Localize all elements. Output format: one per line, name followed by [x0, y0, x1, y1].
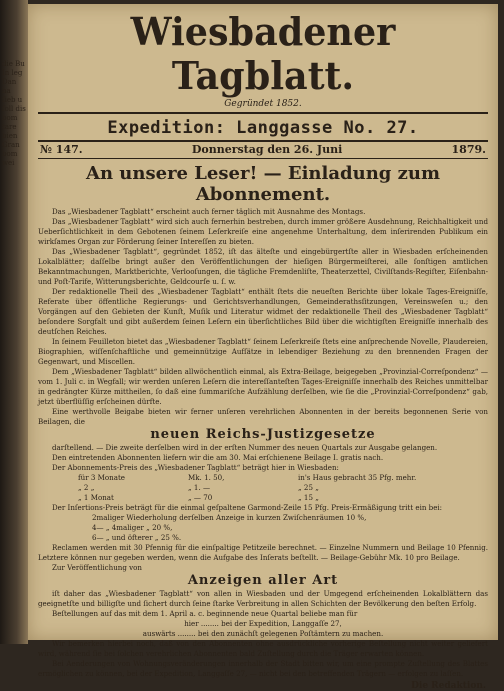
- top-rule: [38, 112, 488, 114]
- discount-line: 2maliger Wiederholung derſelben Anzeige in kurzen Zwiſchenräumen 10 %,: [92, 513, 367, 522]
- price-amount: „ 1. —: [188, 483, 211, 492]
- dateline-rule-bottom: [38, 158, 488, 159]
- discount-line: 4— „ 4maliger „ 20 %,: [92, 523, 173, 532]
- paragraph: Den eintretenden Abonnenten liefern wir die am 30. Mai erſchienene Beilage I. gratis nach.: [52, 453, 384, 462]
- article-body: [28, 207, 498, 679]
- paragraph: Der Abonnements-Preis des „Wiesbadener Tagblatt“ beträgt hier in Wiesbaden:: [52, 463, 339, 472]
- price-note: „ 25 „: [298, 483, 319, 492]
- paragraph: In ſeinem Feuilleton bietet das „Wiesbadener Tagblatt“ ſeinem Leſerkreiſe ſtets eine anſprechende Novelle, Plaudereien, Biographien, wiſſenſchaftliche und gemeinnützige Aufſätze in lebendiger Beziehung zu den brennenden Fragen der Gegenwart, und Miscellen.: [38, 337, 488, 366]
- price-note: in's Haus gebracht 35 Pfg. mehr.: [298, 473, 417, 482]
- paragraph: Das „Wiesbadener Tagblatt“ wird sich auch fernerhin bestreben, durch immer größere Ausdehnung, Reichhaltigkeit und Ueberſichtlichkeit in dem Gebotenen ſeinem Leſerkreiſe eine angenehme Unterhaltung, dem inſerirenden Publikum ein wirkſames Organ zur Förderung ſeiner Intereſſen zu bieten.: [38, 217, 488, 246]
- newspaper-page: [28, 4, 498, 691]
- paragraph: Dem „Wiesbadener Tagblatt“ bilden allwöchentlich einmal, als Extra-Beilage, beigegeben „Provinzial-Correſpondenz“ — vom 1. Juli c. in Wegfall; wir werden unſeren Leſern die intereſſanteſten Tages-Ereigniſſe innerhalb des Reiches unmittelbar in gedrängter Kürze mittheilen, ſo daß eine ſummariſche Aufzählung derſelben, wie ſie die „Provinzial-Correſpondenz“ gab, jetzt überflüſſig erſcheinen dürfte.: [38, 367, 488, 406]
- binding-edge-text: die Bu In leg Dan ha ſieb u ſoll dis bom tare bien Gran bom wei: [2, 60, 26, 167]
- order-line-local: hier ........ bei der Expedition, Langgaſſe 27,: [184, 619, 342, 628]
- main-headline: An unsere Leser! — Einladung zum Abonnement.: [85, 163, 440, 205]
- paragraph: Das „Wiesbadener Tagblatt“, gegründet 1852, iſt das älteſte und eingebürgertſte aller in Wiesbaden erſcheinenden Lokalblätter; daſſelbe bringt außer den Veröffentlichungen der hieſigen Bürgermeiſterei, alle ſonſtigen amtlichen Bekanntmachungen, Marktberichte, Verlooſungen, die tägliche Fremdenliſte, Theaterzettel, Civilſtands-Regiſter, Eiſenbahn- und Poſt-Tarife, Witterungsberichte, Geldcourſe u. ſ. w.: [38, 247, 488, 286]
- price-amount: Mk. 1. 50,: [188, 473, 225, 482]
- dateline: [28, 142, 498, 157]
- paragraph: Reclamen werden mit 30 Pfennig für die einſpaltige Petitzeile berechnet. — Einzelne Nummern und Beilage 10 Pfennig. Letztere können nur gegeben werden, wenn die Aufgabe des Inſerats beſtellt. — Beilage-Gebühr Mk. 10 pro Beilage.: [38, 543, 488, 562]
- paragraph: Der Inſertions-Preis beträgt für die einmal geſpaltene Garmond-Zeile 15 Pfg. Preis-Ermäßigung tritt ein bei:: [52, 503, 443, 512]
- newspaper-title: Wiesbadener Tagblatt.: [130, 9, 396, 98]
- paragraph: Wir bemerken hierbei noch, daß von den Abonnenten ohne ausdrückliche vorherige Beſtellung nicht weiter geliefert wird, während ſie bei ſolchen verehrlichen Abonnenten bald Zuſtellung durch die Träger erwarten können.: [38, 639, 488, 658]
- book-binding: [0, 0, 28, 644]
- paragraph: darſtellend. — Die zweite derſelben wird in der erſten Nummer des neuen Quartals zur Ausgabe gelangen.: [52, 443, 438, 452]
- discount-line: 6— „ und öfterer „ 25 %.: [92, 533, 182, 542]
- order-line-remote: auswärts ........ bei den zunächſt gelegenen Poſtämtern zu machen.: [142, 629, 384, 638]
- paragraph: iſt daher das „Wiesbadener Tagblatt“ von allen in Wiesbaden und der Umgegend erſcheinenden Lokalblättern das geeignetſte und billigſte und ſichert durch ſeine ſtarke Verbreitung in allen Schichten der Bevölkerung den beſten Erfolg.: [38, 589, 488, 608]
- section-heading-justice: neuen Reichs-Justizgesetze: [150, 427, 376, 442]
- paragraph: Beſtellungen auf das mit dem 1. April a. c. beginnende neue Quartal beliebe man für: [52, 609, 358, 618]
- signoff: Die Redaktion.: [411, 681, 486, 691]
- price-period: „ 1 Monat: [78, 493, 114, 502]
- price-note: „ 15 „: [298, 493, 319, 502]
- section-heading-ads: Anzeigen aller Art: [187, 573, 339, 588]
- price-period: „ 2 „: [78, 483, 95, 492]
- expedition-line: Expedition: Langgasse No. 27.: [107, 118, 419, 138]
- masthead: [28, 10, 498, 110]
- issue-date: Donnerstag den 26. Juni: [191, 143, 343, 156]
- issue-number: № 147.: [40, 143, 83, 156]
- issue-year: 1879.: [451, 143, 486, 156]
- paragraph: Zur Veröffentlichung von: [52, 563, 142, 572]
- price-row: [38, 483, 488, 493]
- price-amount: „ — 70: [188, 493, 213, 502]
- paragraph: Bei Aenderungen von Wohnungsveränderungen innerhalb der Stadt bitten wir, um eine prompte Zuſtellung des Blattes ermöglichen zu können, bei der Expedition, Langgaſſe 27, — nicht bei den betreffenden Trägern — erfolgen zu laſſen.: [38, 659, 488, 678]
- price-row: [38, 473, 488, 483]
- price-row: [38, 493, 488, 503]
- paragraph: Das „Wiesbadener Tagblatt“ erscheint auch ferner täglich mit Ausnahme des Montags.: [52, 207, 366, 216]
- paragraph: Der redaktionelle Theil des „Wiesbadener Tagblatt“ enthält ſtets die neueſten Berichte über lokale Tages-Ereigniſſe, Referate über öffentliche Regierungs- und Gerichtsverhandlungen, Gemeinderathsſitzungen, Vereinsweſen u.; den Vorgängen auf den Gebieten der Kunſt, Muſik und Literatur widmet der redaktionelle Theil des „Wiesbadener Tagblatt“ beſondere Sorgfalt und gibt außerdem ſeinen Leſern ein überſichtliches Bild über die wichtigſten Ereigniſſe innerhalb des deutſchen Reiches.: [38, 287, 488, 336]
- paragraph: Eine werthvolle Beigabe bieten wir ferner unſeren verehrlichen Abonnenten in der bereits begonnenen Serie von Beilagen, die: [38, 407, 488, 426]
- price-period: für 3 Monate: [78, 473, 125, 482]
- founded-line: Gegründet 1852.: [224, 99, 302, 109]
